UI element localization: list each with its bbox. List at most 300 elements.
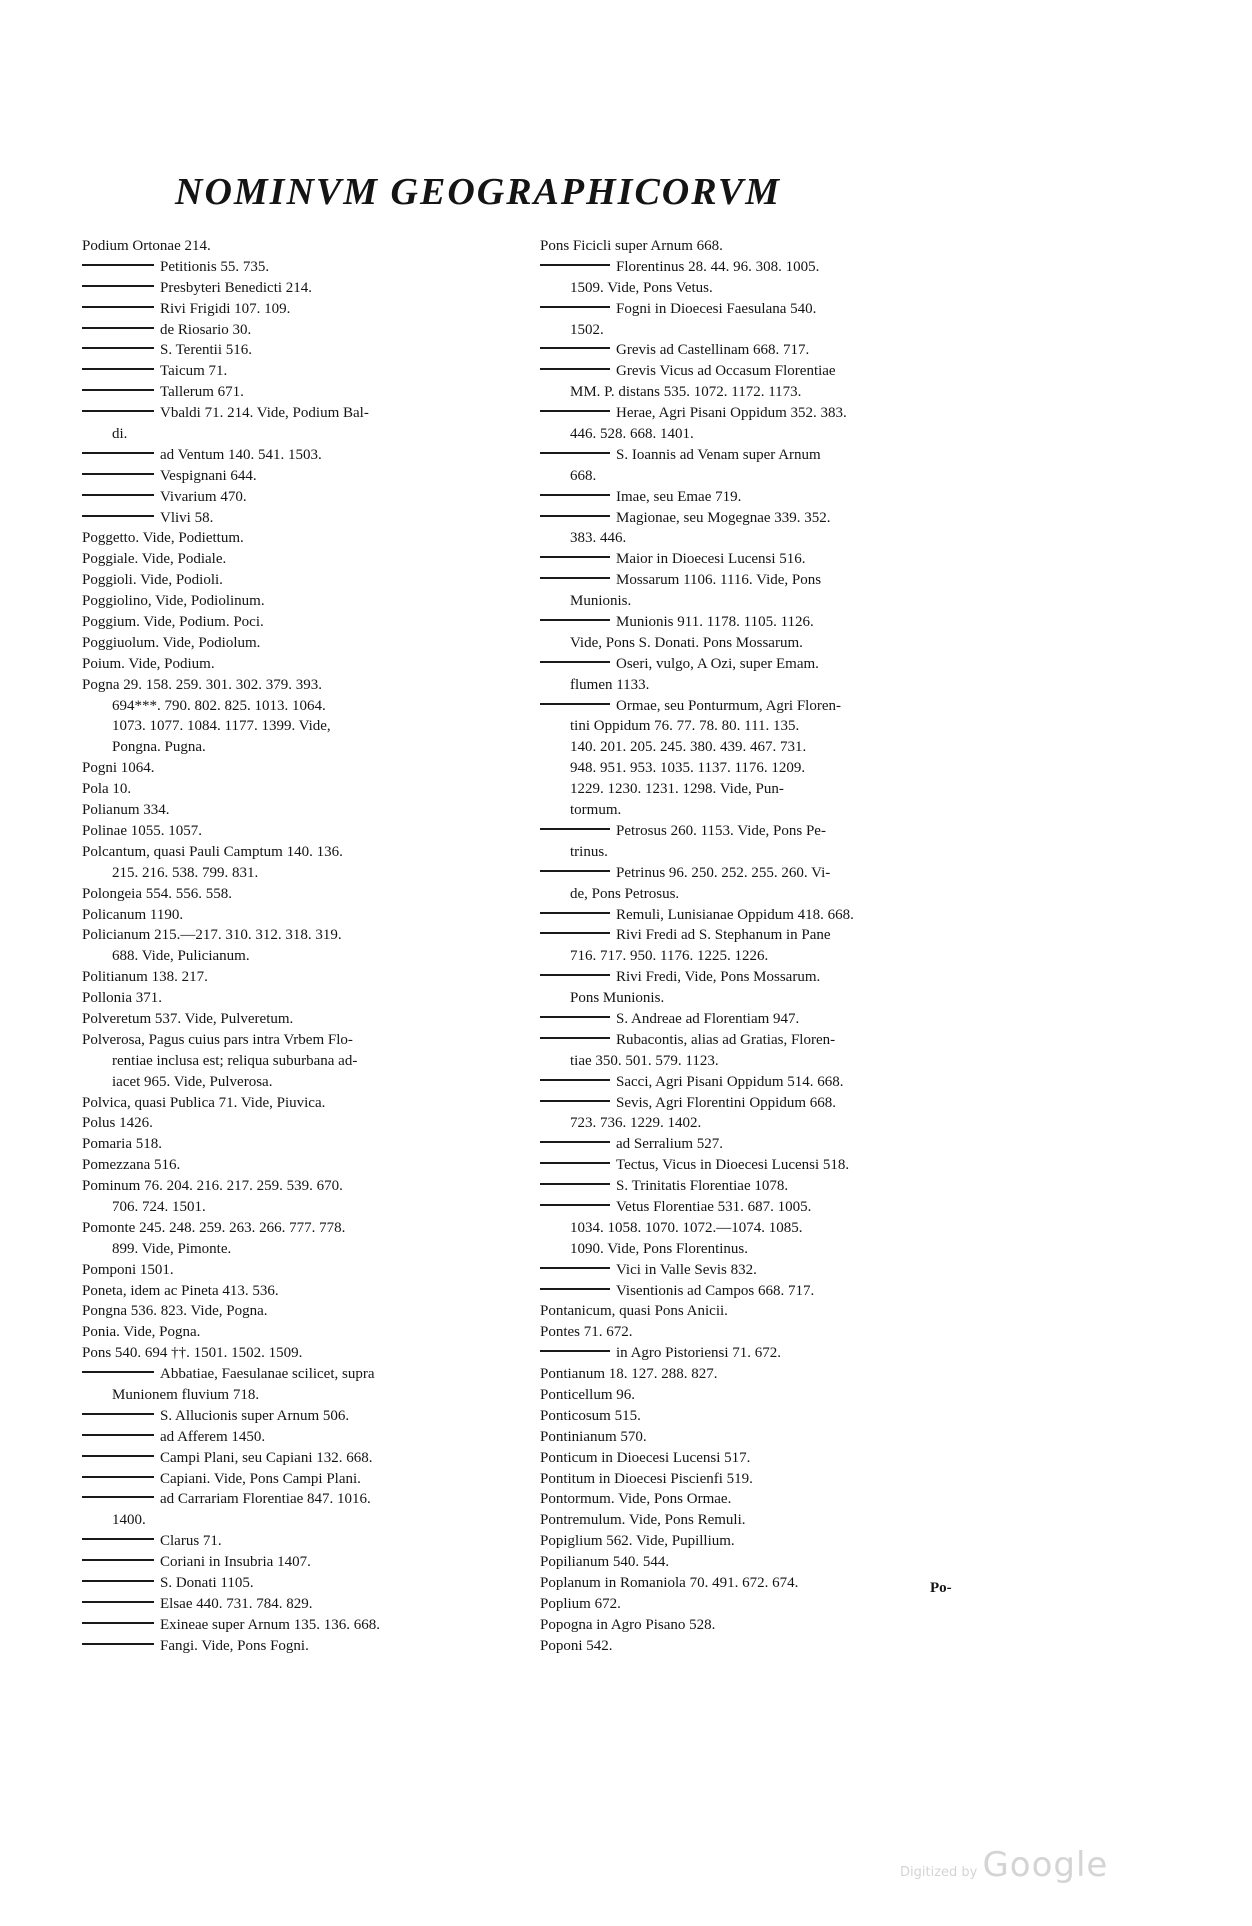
ditto-dash [540,828,610,830]
index-entry-text: 1502. [570,321,604,338]
index-line [540,1113,980,1134]
index-line [82,278,537,299]
index-line [82,340,537,361]
index-line [540,591,980,612]
index-line [540,1301,980,1322]
index-entry-text: flumen 1133. [570,676,650,693]
index-entry-text: Ormae, seu Ponturmum, Agri Floren- [616,697,841,714]
ditto-dash [82,1580,154,1582]
index-line [82,884,537,905]
index-entry-text: tini Oppidum 76. 77. 78. 80. 111. 135. [570,718,800,735]
index-line [82,633,537,654]
index-line [540,1051,980,1072]
index-line [82,1009,537,1030]
index-line [82,800,537,821]
index-entry-text: 694***. 790. 802. 825. 1013. 1064. [112,697,326,714]
index-line [82,863,537,884]
ditto-dash [540,410,610,412]
index-entry-text: Ponticellum 96. [540,1386,635,1403]
index-line [540,299,980,320]
index-line [82,905,537,926]
index-entry-text: trinus. [570,843,608,860]
index-line [540,1636,980,1657]
index-line [82,1615,537,1636]
index-line [82,1364,537,1385]
index-entry-text: Poggiale. Vide, Podiale. [82,551,227,568]
index-entry-text: Policanum 1190. [82,906,184,923]
index-line [540,988,980,1009]
index-entry-text: Pominum 76. 204. 216. 217. 259. 539. 670. [82,1178,343,1195]
index-entry-text: 1090. Vide, Pons Florentinus. [570,1240,749,1257]
index-entry-text: MM. P. distans 535. 1072. 1172. 1173. [570,384,802,401]
index-entry-text: Pontianum 18. 127. 288. 827. [540,1366,718,1383]
index-entry-text: Rivi Frigidi 107. 109. [160,300,291,317]
index-line [82,1322,537,1343]
ditto-dash [540,1204,610,1206]
index-line [540,696,980,717]
ditto-dash [82,1601,154,1603]
index-entry-text: Poggiuolum. Vide, Podiolum. [82,634,261,651]
index-entry-text: Pongna. Pugna. [112,739,206,756]
index-entry-text: S. Allucionis super Arnum 506. [160,1407,350,1424]
ditto-dash [540,494,610,496]
ditto-dash [82,1476,154,1478]
index-line [82,1343,537,1364]
index-line [540,1531,980,1552]
index-entry-text: Pomaria 518. [82,1136,162,1153]
ditto-dash [540,619,610,621]
index-line [82,591,537,612]
index-entry-text: Polianum 334. [82,802,170,819]
index-entry-text: Policianum 215.—217. 310. 312. 318. 319. [82,927,342,944]
watermark-prefix: Digitized by [900,1865,978,1880]
index-line [82,549,537,570]
index-line [540,236,980,257]
index-entry-text: Pontitum in Dioecesi Piscienfi 519. [540,1470,753,1487]
watermark-brand: Google [982,1845,1109,1885]
index-line [82,1406,537,1427]
index-entry-text: 446. 528. 668. 1401. [570,426,694,443]
index-entry-text: Poggioli. Vide, Podioli. [82,572,223,589]
ditto-dash [82,1455,154,1457]
index-line [540,1364,980,1385]
index-entry-text: Pongna 536. 823. Vide, Pogna. [82,1303,268,1320]
index-line [82,1301,537,1322]
index-entry-text: 706. 724. 1501. [112,1198,206,1215]
index-line [540,320,980,341]
ditto-dash [540,1016,610,1018]
index-line [540,1134,980,1155]
index-line [540,1573,980,1594]
index-line [82,403,537,424]
ditto-dash [540,347,610,349]
ditto-dash [540,515,610,517]
index-line [82,1448,537,1469]
index-entry-text: Polvica, quasi Publica 71. Vide, Piuvica. [82,1094,326,1111]
index-line [540,1385,980,1406]
index-line [540,466,980,487]
index-entry-text: Ponticum in Dioecesi Lucensi 517. [540,1449,751,1466]
index-line [82,1134,537,1155]
index-entry-text: 688. Vide, Pulicianum. [112,948,250,965]
ditto-dash [540,1100,610,1102]
index-entry-text: Popilianum 540. 544. [540,1554,670,1571]
index-entry-text: Presbyteri Benedicti 214. [160,279,313,296]
index-line [540,487,980,508]
index-entry-text: Vbaldi 71. 214. Vide, Podium Bal- [160,405,369,422]
index-entry-text: Polinae 1055. 1057. [82,822,202,839]
index-line [82,236,537,257]
index-entry-text: Pomponi 1501. [82,1261,174,1278]
index-entry-text: tiae 350. 501. 579. 1123. [570,1052,719,1069]
ditto-dash [82,285,154,287]
index-line [540,1427,980,1448]
index-entry-text: Capiani. Vide, Pons Campi Plani. [160,1470,361,1487]
index-entry-text: Sevis, Agri Florentini Oppidum 668. [616,1094,837,1111]
index-entry-text: di. [112,426,128,443]
index-line [540,863,980,884]
index-line [82,1594,537,1615]
ditto-dash [540,1183,610,1185]
index-line [82,1093,537,1114]
index-line [540,884,980,905]
left-column [82,236,537,1657]
ditto-dash [540,703,610,705]
index-entry-text: S. Ioannis ad Venam super Arnum [616,446,821,463]
index-entry-text: Podium Ortonae 214. [82,238,211,254]
index-line [82,528,537,549]
index-entry-text: 668. [570,467,597,484]
index-entry-text: Remuli, Lunisianae Oppidum 418. 668. [616,906,854,923]
ditto-dash [82,1413,154,1415]
index-entry-text: Magionae, seu Mogegnae 339. 352. [616,509,831,526]
index-line [82,570,537,591]
index-entry-text: Vespignani 644. [160,467,257,484]
ditto-dash [540,264,610,266]
index-entry-text: Fangi. Vide, Pons Fogni. [160,1637,309,1654]
index-entry-text: Rivi Fredi ad S. Stephanum in Pane [616,927,831,944]
index-entry-text: Popiglium 562. Vide, Pupillium. [540,1533,735,1550]
index-entry-text: Pollonia 371. [82,990,163,1007]
index-line [82,758,537,779]
ditto-dash [540,870,610,872]
index-entry-text: Grevis Vicus ad Occasum Florentiae [616,363,836,380]
index-entry-text: S. Terentii 516. [160,342,252,359]
index-line [540,1030,980,1051]
index-entry-text: Tectus, Vicus in Dioecesi Lucensi 518. [616,1157,850,1174]
index-entry-text: Pomonte 245. 248. 259. 263. 266. 777. 778. [82,1219,346,1236]
index-line [82,382,537,403]
ditto-dash [540,912,610,914]
index-line [540,1239,980,1260]
index-entry-text: Pons Ficicli super Arnum 668. [540,238,723,254]
index-line [540,570,980,591]
index-entry-text: de Riosario 30. [160,321,252,338]
index-line [82,1176,537,1197]
index-entry-text: Poggiolino, Vide, Podiolinum. [82,593,265,610]
index-line [82,1489,537,1510]
index-entry-text: Oseri, vulgo, A Ozi, super Emam. [616,655,819,672]
index-line [82,779,537,800]
index-line [540,633,980,654]
index-line [540,1218,980,1239]
index-line [82,1030,537,1051]
ditto-dash [540,306,610,308]
index-line [540,1489,980,1510]
index-line [82,821,537,842]
ditto-dash [82,1434,154,1436]
index-line [82,1573,537,1594]
index-line [82,842,537,863]
ditto-dash [540,1267,610,1269]
ditto-dash [82,410,154,412]
index-entry-text: Polus 1426. [82,1115,153,1132]
ditto-dash [82,1622,154,1624]
right-column [540,236,980,1657]
index-line [540,821,980,842]
digitization-watermark [900,1845,1108,1885]
index-entry-text: 1400. [112,1512,146,1529]
index-entry-text: Munionis. [570,593,632,610]
ditto-dash [82,494,154,496]
index-line [82,946,537,967]
index-entry-text: Munionem fluvium 718. [112,1386,260,1403]
index-line [540,1510,980,1531]
index-line [540,800,980,821]
index-line [82,1218,537,1239]
index-entry-text: ad Serralium 527. [616,1136,724,1153]
ditto-dash [540,1350,610,1352]
index-line [540,1260,980,1281]
ditto-dash [82,347,154,349]
index-entry-text: 1034. 1058. 1070. 1072.—1074. 1085. [570,1219,803,1236]
index-entry-text: Vlivi 58. [160,509,214,526]
index-entry-text: 716. 717. 950. 1176. 1225. 1226. [570,948,769,965]
ditto-dash [82,1559,154,1561]
index-entry-text: Pogna 29. 158. 259. 301. 302. 379. 393. [82,676,322,693]
index-line [82,1051,537,1072]
index-line [540,361,980,382]
index-line [540,1322,980,1343]
index-entry-text: Polveretum 537. Vide, Pulveretum. [82,1010,294,1027]
ditto-dash [540,1141,610,1143]
index-line [82,1260,537,1281]
ditto-dash [82,515,154,517]
index-line [540,1155,980,1176]
index-entry-text: 215. 216. 538. 799. 831. [112,864,259,881]
index-entry-text: Pogni 1064. [82,760,155,777]
ditto-dash [540,1037,610,1039]
index-line [540,382,980,403]
index-line [540,1343,980,1364]
index-line [540,1093,980,1114]
ditto-dash [540,932,610,934]
ditto-dash [540,1079,610,1081]
index-line [540,340,980,361]
index-entry-text: Polongeia 554. 556. 558. [82,885,232,902]
index-entry-text: Pons Munionis. [570,990,665,1007]
index-entry-text: ad Afferem 1450. [160,1428,266,1445]
index-entry-text: S. Trinitatis Florentiae 1078. [616,1178,789,1195]
index-line [540,1281,980,1302]
index-line [82,1113,537,1134]
index-entry-text: Poplanum in Romaniola 70. 491. 672. 674. [540,1575,799,1591]
ditto-dash [82,389,154,391]
index-entry-text: Politianum 138. 217. [82,969,208,986]
index-line [82,967,537,988]
index-entry-text: ad Ventum 140. 541. 1503. [160,446,322,463]
index-line [540,1009,980,1030]
index-line [540,758,980,779]
index-line [82,696,537,717]
ditto-dash [82,264,154,266]
index-line [540,1197,980,1218]
index-entry-text: Pola 10. [82,781,132,798]
index-entry-text: Grevis ad Castellinam 668. 717. [616,342,810,359]
ditto-dash [82,1496,154,1498]
index-entry-text: Poium. Vide, Podium. [82,655,215,672]
catchword: Po- [930,1580,952,1596]
index-entry-text: S. Donati 1105. [160,1575,254,1591]
index-entry-text: Ponticosum 515. [540,1407,641,1424]
index-entry-text: Poplium 672. [540,1595,621,1612]
index-line [82,257,537,278]
index-line [540,716,980,737]
index-entry-text: 948. 951. 953. 1035. 1137. 1176. 1209. [570,760,806,777]
index-entry-text: 899. Vide, Pimonte. [112,1240,232,1257]
ditto-dash [540,368,610,370]
ditto-dash [82,1371,154,1373]
ditto-dash [540,556,610,558]
index-line [540,1448,980,1469]
index-entry-text: Abbatiae, Faesulanae scilicet, supra [160,1366,375,1383]
index-line [540,967,980,988]
index-line [82,445,537,466]
index-entry-text: Pontinianum 570. [540,1428,647,1445]
index-line [540,1615,980,1636]
page-title: NOMINVM GEOGRAPHICORVM [175,171,782,213]
index-line [82,1510,537,1531]
index-line [540,1469,980,1490]
index-line [82,487,537,508]
index-entry-text: Visentionis ad Campos 668. 717. [616,1282,815,1299]
index-entry-text: Fogni in Dioecesi Faesulana 540. [616,300,817,317]
index-line [540,424,980,445]
index-line [540,612,980,633]
ditto-dash [540,577,610,579]
index-line [82,925,537,946]
index-line [82,424,537,445]
ditto-dash [82,368,154,370]
index-line [82,1197,537,1218]
index-entry-text: Pontes 71. 672. [540,1324,633,1341]
index-entry-text: Poneta, idem ac Pineta 413. 536. [82,1282,279,1299]
index-entry-text: tormum. [570,802,622,819]
index-line [540,779,980,800]
index-entry-text: in Agro Pistoriensi 71. 672. [616,1345,782,1362]
index-line [82,1636,537,1657]
index-entry-text: Taicum 71. [160,363,228,380]
index-line [82,361,537,382]
index-entry-text: rentiae inclusa est; reliqua suburbana ad- [112,1052,358,1069]
index-entry-text: Petrinus 96. 250. 252. 255. 260. Vi- [616,864,831,881]
index-line [540,905,980,926]
index-entry-text: 1073. 1077. 1084. 1177. 1399. Vide, [112,718,331,735]
index-line [82,1155,537,1176]
index-line [540,549,980,570]
index-line [82,320,537,341]
index-entry-text: S. Andreae ad Florentiam 947. [616,1010,800,1027]
index-line [540,1594,980,1615]
index-entry-text: Vici in Valle Sevis 832. [616,1261,757,1278]
index-line [540,925,980,946]
index-entry-text: Ponia. Vide, Pogna. [82,1324,201,1341]
index-line [82,1072,537,1093]
index-line [540,528,980,549]
index-entry-text: 723. 736. 1229. 1402. [570,1115,702,1132]
ditto-dash [540,1288,610,1290]
ditto-dash [540,661,610,663]
index-entry-text: Pons 540. 694 ††. 1501. 1502. 1509. [82,1345,303,1362]
ditto-dash [82,1538,154,1540]
index-entry-text: Herae, Agri Pisani Oppidum 352. 383. [616,405,847,422]
index-line [82,1531,537,1552]
index-entry-text: Rubacontis, alias ad Gratias, Floren- [616,1031,836,1048]
index-line [540,257,980,278]
index-line [82,716,537,737]
ditto-dash [82,306,154,308]
index-entry-text: Rivi Fredi, Vide, Pons Mossarum. [616,969,821,986]
index-entry-text: Imae, seu Emae 719. [616,488,742,505]
index-entry-text: Petitionis 55. 735. [160,258,270,275]
index-entry-text: 1509. Vide, Pons Vetus. [570,279,713,296]
index-line [540,842,980,863]
index-entry-text: Vide, Pons S. Donati. Pons Mossarum. [570,634,803,651]
index-entry-text: Poggium. Vide, Podium. Poci. [82,614,264,631]
index-line [82,1469,537,1490]
index-entry-text: Popogna in Agro Pisano 528. [540,1616,716,1633]
index-line [540,1072,980,1093]
index-line [540,1406,980,1427]
index-line [82,675,537,696]
index-line [82,466,537,487]
index-line [540,445,980,466]
index-entry-text: Vetus Florentiae 531. 687. 1005. [616,1198,812,1215]
ditto-dash [82,473,154,475]
index-entry-text: Tallerum 671. [160,384,244,401]
index-entry-text: Elsae 440. 731. 784. 829. [160,1595,313,1612]
index-entry-text: Polverosa, Pagus cuius pars intra Vrbem Flo- [82,1031,353,1048]
index-entry-text: Mossarum 1106. 1116. Vide, Pons [616,572,822,589]
index-entry-text: Polcantum, quasi Pauli Camptum 140. 136. [82,843,343,860]
index-line [540,403,980,424]
index-entry-text: Coriani in Insubria 1407. [160,1554,311,1571]
index-entry-text: 140. 201. 205. 245. 380. 439. 467. 731. [570,739,807,756]
index-line [540,654,980,675]
index-entry-text: Pomezzana 516. [82,1157,181,1174]
index-entry-text: Florentinus 28. 44. 96. 308. 1005. [616,258,820,275]
index-entry-text: Campi Plani, seu Capiani 132. 668. [160,1449,373,1466]
index-line [82,612,537,633]
index-line [82,1239,537,1260]
index-line [540,278,980,299]
index-entry-text: Poggetto. Vide, Podiettum. [82,530,244,547]
index-entry-text: Munionis 911. 1178. 1105. 1126. [616,614,814,631]
ditto-dash [540,1162,610,1164]
index-entry-text: Petrosus 260. 1153. Vide, Pons Pe- [616,822,826,839]
index-line [82,299,537,320]
ditto-dash [540,974,610,976]
